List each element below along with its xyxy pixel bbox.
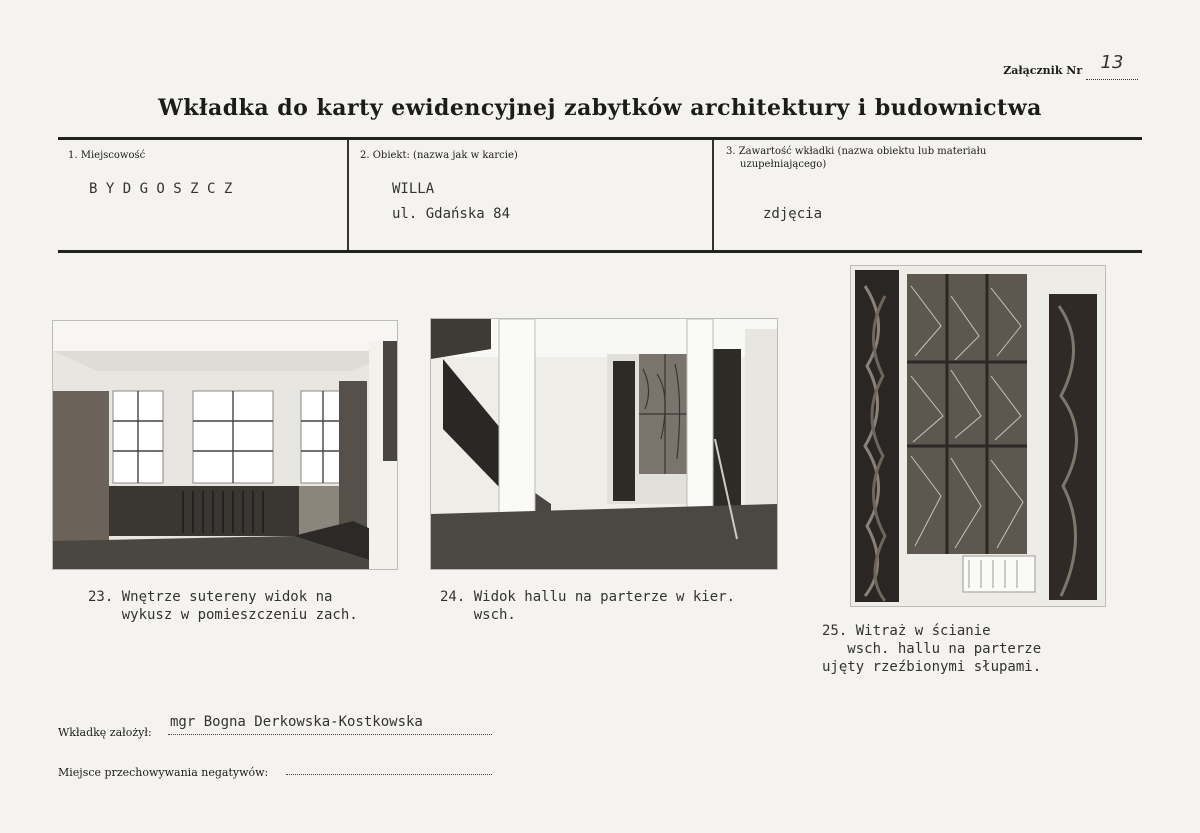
photo-basement-bay-window [52,320,398,570]
annex-number-value: 13 [1100,52,1124,73]
object-label: 2. Obiekt: (nazwa jak w karcie) [360,150,518,161]
photo-ground-floor-hall [430,318,778,570]
annex-label: Załącznik Nr [1003,64,1083,77]
place-label: 1. Miejscowość [68,150,146,161]
caption-photo-25: 25. Witraż w ścianie wsch. hallu na parterze ujęty rzeźbionymi słupami. [822,623,1042,675]
author-label: Wkładkę założył: [58,726,152,739]
caption-photo-24: 24. Widok hallu na parterze w kier. wsch. [440,589,736,623]
content-label: 3. Zawartość wkładki (nazwa obiektu lub materiału [726,146,987,157]
divider-1 [347,140,349,250]
place-value: B Y D G O S Z C Z [89,181,233,197]
author-value: mgr Bogna Derkowska-Kostkowska [170,714,423,730]
object-address: ul. Gdańska 84 [392,206,511,222]
photo-stained-glass-window [850,265,1106,607]
author-line [168,716,492,735]
content-label-cont: uzupełniającego) [740,159,827,170]
content-value: zdjęcia [763,206,823,222]
bottom-rule [58,250,1142,253]
negatives-label: Miejsce przechowywania negatywów: [58,766,269,779]
caption-photo-23: 23. Wnętrze sutereny widok na wykusz w pomieszczeniu zach. [88,589,358,623]
divider-2 [712,140,714,250]
annex-number [1003,52,1138,80]
page-title: Wkładka do karty ewidencyjnej zabytków architektury i budownictwa [158,95,1042,121]
object-name: WILLA [392,181,435,197]
negatives-line [286,758,492,775]
top-rule [58,137,1142,140]
